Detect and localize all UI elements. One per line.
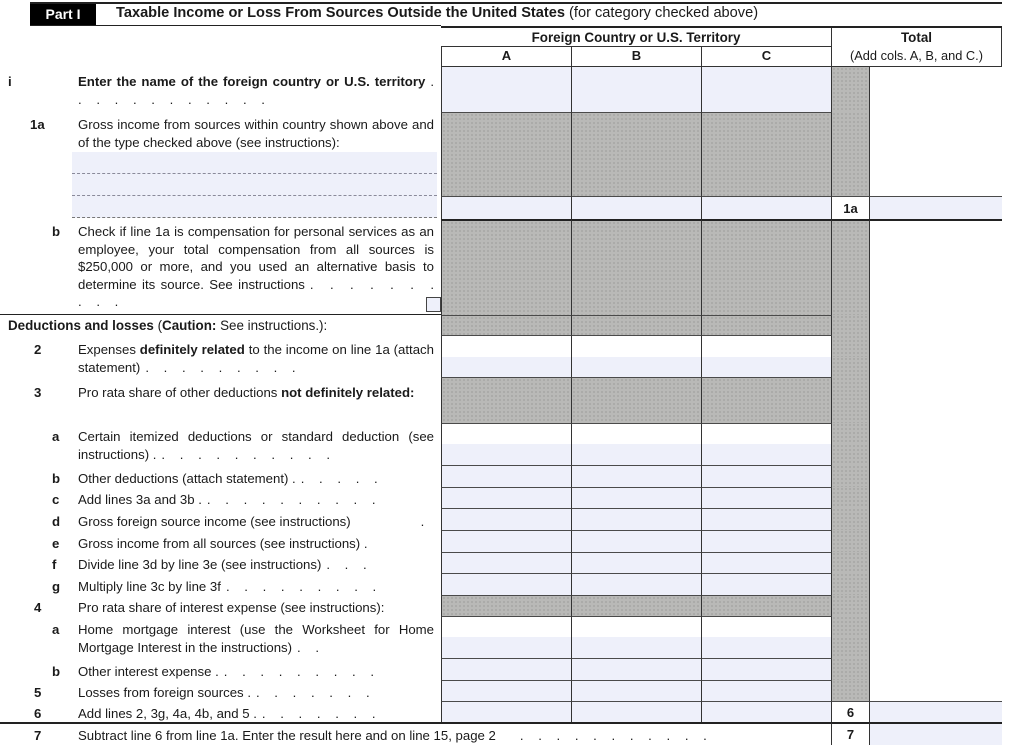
line-4a-dot-leader: . .: [297, 639, 320, 655]
line-4b-number: b: [52, 664, 61, 679]
empty-cell: [870, 595, 1002, 616]
field-7-total[interactable]: [870, 722, 1002, 745]
field-i-col-a[interactable]: [441, 67, 572, 112]
field-3e-col-b[interactable]: [572, 530, 702, 552]
field-4a-col-a[interactable]: [441, 637, 572, 658]
shaded-cell: [572, 219, 702, 315]
deductions-heading-rest: See instructions.):: [216, 318, 328, 333]
line-3g-number: g: [52, 579, 61, 594]
line-3e-text: Gross income from all sources (see instructions) .: [78, 536, 368, 551]
shaded-cell: [572, 595, 702, 616]
line-3c-label: [78, 491, 434, 509]
row-5-band: [441, 680, 1002, 701]
line-3a-number: a: [52, 429, 60, 444]
field-3c-col-c[interactable]: [702, 487, 832, 508]
deductions-heading-paren: (: [153, 318, 163, 333]
field-3c-col-b[interactable]: [572, 487, 702, 508]
line-i-number: i: [8, 74, 12, 89]
empty-cell: [702, 335, 832, 357]
row-4b-band: [441, 658, 1002, 680]
field-i-col-b[interactable]: [572, 67, 702, 112]
line-3c-dot-leader: . . . . . . . . . .: [206, 492, 376, 507]
line-3-number: 3: [34, 385, 42, 400]
line-4b-text: Other interest expense .: [78, 664, 219, 679]
shaded-cell: [832, 67, 870, 112]
line-1a-tag: 1a: [832, 196, 870, 219]
line-2-pre: Expenses: [78, 342, 140, 357]
line-i-text: Enter the name of the foreign country or U.S. territory: [78, 74, 426, 89]
row-2-entry-band: [441, 357, 1002, 377]
field-1a-income-type-line-2[interactable]: [72, 174, 437, 196]
field-3b-col-a[interactable]: [441, 465, 572, 487]
field-6-total[interactable]: [870, 701, 1002, 722]
line-6-number: 6: [34, 706, 42, 721]
line-3-pre: Pro rata share of other deductions: [78, 385, 282, 400]
line-3e-dot-leader: [367, 536, 372, 551]
line-3g-dot-leader: . . . . . . . . .: [225, 579, 377, 594]
line-4a-label: [78, 621, 434, 656]
empty-cell: [870, 423, 1002, 444]
line-3d-text: Gross foreign source income (see instructions): [78, 514, 351, 529]
deductions-heading-caution: Caution:: [162, 318, 217, 333]
field-3f-col-c[interactable]: [702, 552, 832, 573]
line-6-text: Add lines 2, 3g, 4a, 4b, and 5 .: [78, 706, 257, 721]
empty-cell: [870, 658, 1002, 680]
field-5-col-b[interactable]: [572, 680, 702, 701]
shaded-cell: [441, 112, 572, 196]
shaded-cell: [832, 595, 870, 616]
line-3a-label: [78, 428, 434, 463]
shaded-cell: [441, 315, 572, 335]
empty-cell: [870, 112, 1002, 196]
line-b-label: [78, 223, 434, 311]
line-3a-text: Certain itemized deductions or standard deduction (see instructions) .: [78, 429, 434, 462]
shaded-cell: [441, 377, 572, 423]
line-3f-number: f: [52, 557, 57, 572]
part-title: [116, 5, 758, 21]
shaded-cell: [832, 508, 870, 530]
table-header: [441, 28, 1002, 67]
line-3a-dot-leader: . . . . . . . . . .: [161, 446, 331, 462]
line-3b-dot-leader: . . . . .: [300, 471, 378, 486]
line-4-label: Pro rata share of interest expense (see instructions):: [78, 600, 385, 615]
part-i-label: Part I: [30, 4, 96, 25]
line-3-post: :: [410, 385, 415, 400]
empty-cell: [870, 335, 1002, 357]
line-6-dot-leader: . . . . . . .: [261, 706, 376, 721]
line-4b-label: [78, 663, 434, 681]
field-6-col-a[interactable]: [441, 701, 572, 722]
row-6-band: [441, 701, 1002, 722]
line-i-label: [78, 73, 434, 108]
field-3d-col-a[interactable]: [441, 508, 572, 530]
row-b-shaded-band: [441, 219, 1002, 315]
line-6-tag: 6: [832, 701, 870, 722]
shaded-cell: [702, 595, 832, 616]
field-4a-col-b[interactable]: [572, 637, 702, 658]
empty-cell: [441, 616, 572, 637]
shaded-cell: [832, 616, 870, 637]
row-3f-band: [441, 552, 1002, 573]
shaded-cell: [702, 315, 832, 335]
deductions-heading: [8, 318, 327, 333]
line-3d-number: d: [52, 514, 61, 529]
row-3e-band: [441, 530, 1002, 552]
field-3d-col-c[interactable]: [702, 508, 832, 530]
field-6-col-b[interactable]: [572, 701, 702, 722]
shaded-cell: [572, 315, 702, 335]
field-1a-col-b[interactable]: [572, 196, 702, 219]
shaded-cell: [832, 444, 870, 465]
shaded-cell: [832, 680, 870, 701]
line-3c-number: c: [52, 492, 60, 507]
line-6-label: [78, 705, 434, 723]
line-7-label: [78, 727, 818, 745]
row-3-shaded-band: [441, 377, 1002, 423]
row-4a-entry-band: [441, 637, 1002, 658]
part-title-suffix: (for category checked above): [565, 5, 759, 21]
shaded-cell: [572, 112, 702, 196]
field-3e-col-c[interactable]: [702, 530, 832, 552]
shaded-cell: [572, 377, 702, 423]
empty-cell: [870, 637, 1002, 658]
line-3e-number: e: [52, 536, 60, 551]
field-2-col-b[interactable]: [572, 357, 702, 377]
line-4-number: 4: [34, 600, 42, 615]
shaded-cell: [832, 112, 870, 196]
empty-cell: [870, 315, 1002, 335]
shaded-cell: [702, 112, 832, 196]
field-2-col-a[interactable]: [441, 357, 572, 377]
shaded-cell: [832, 423, 870, 444]
empty-cell: [870, 616, 1002, 637]
empty-cell: [572, 335, 702, 357]
row-3g-band: [441, 573, 1002, 595]
field-1a-income-type-line-1[interactable]: [72, 152, 437, 174]
field-3g-col-b[interactable]: [572, 573, 702, 595]
empty-cell: [441, 423, 572, 444]
line-2-dot-leader: . . . . . . . . .: [145, 359, 296, 375]
shaded-cell: [832, 637, 870, 658]
field-3e-col-a[interactable]: [441, 530, 572, 552]
field-3b-col-c[interactable]: [702, 465, 832, 487]
line-3g-label: [78, 578, 434, 596]
line-1a-income-type-area: [72, 152, 437, 218]
field-3a-col-c[interactable]: [702, 444, 832, 465]
line-7-number: 7: [34, 728, 42, 743]
empty-cell: [870, 508, 1002, 530]
line-b-text: Check if line 1a is compensation for personal services as an employee, your total compensation from all sources is $250,000 or more, and you used an alternative basis to determine its source. See instructions: [78, 224, 434, 292]
empty-cell: [870, 530, 1002, 552]
top-rule: [30, 2, 1002, 4]
line-1a-number: 1a: [30, 117, 45, 132]
line-7-tag: 7: [832, 722, 870, 745]
col-a-header: A: [441, 47, 572, 66]
field-4a-col-c[interactable]: [702, 637, 832, 658]
line-5-label: [78, 684, 434, 702]
field-1a-col-a[interactable]: [441, 196, 572, 219]
row-1a-shaded-band: [441, 112, 1002, 196]
empty-cell: [702, 616, 832, 637]
field-3a-col-a[interactable]: [441, 444, 572, 465]
field-1a-total[interactable]: [870, 196, 1002, 219]
field-3d-col-b[interactable]: [572, 508, 702, 530]
line-2-bold: definitely related: [139, 342, 245, 357]
empty-cell: [870, 552, 1002, 573]
line-3f-text: Divide line 3d by line 3e (see instructions): [78, 557, 322, 572]
line-4b-dot-leader: . . . . . . . . .: [223, 664, 375, 679]
line-7-dot-leader: . . . . . . . . . . .: [519, 728, 707, 743]
empty-cell: [572, 616, 702, 637]
empty-cell: [441, 335, 572, 357]
empty-cell: [870, 357, 1002, 377]
row-1a-entry-band: [441, 196, 1002, 219]
empty-cell: [870, 67, 1002, 112]
shaded-cell: [832, 219, 870, 315]
field-3g-col-a[interactable]: [441, 573, 572, 595]
shaded-cell: [832, 658, 870, 680]
col-b-header: B: [572, 47, 702, 66]
deductions-heading-bold: Deductions and losses: [8, 318, 154, 333]
shaded-cell: [832, 315, 870, 335]
line-3g-text: Multiply line 3c by line 3f: [78, 579, 221, 594]
row-3c-band: [441, 487, 1002, 508]
column-group-header: Foreign Country or U.S. Territory: [441, 28, 832, 47]
shaded-cell: [832, 377, 870, 423]
line-2-post: to the income on line 1a (attach statement): [78, 342, 434, 375]
shaded-cell: [441, 595, 572, 616]
empty-cell: [572, 423, 702, 444]
total-header: Total: [832, 28, 1002, 47]
shaded-cell: [441, 219, 572, 315]
row-i-band: [441, 67, 1002, 112]
field-4b-col-a[interactable]: [441, 658, 572, 680]
empty-cell: [870, 680, 1002, 701]
row-2-upper-band: [441, 335, 1002, 357]
part-title-text: Taxable Income or Loss From Sources Outside the United States: [116, 5, 565, 21]
field-3b-col-b[interactable]: [572, 465, 702, 487]
row-3b-band: [441, 465, 1002, 487]
shaded-cell: [832, 530, 870, 552]
line-i-dot-leader: . . . . . . . . . . . .: [78, 74, 434, 107]
field-4b-col-b[interactable]: [572, 658, 702, 680]
line-3c-text: Add lines 3a and 3b .: [78, 492, 202, 507]
line-3-label: [78, 384, 434, 402]
line-7-text: Subtract line 6 from line 1a. Enter the result here and on line 15, page 2: [78, 728, 496, 743]
empty-cell: [870, 487, 1002, 508]
deductions-separator-rule: [0, 314, 441, 315]
field-5-col-c[interactable]: [702, 680, 832, 701]
field-5-col-a[interactable]: [441, 680, 572, 701]
field-1a-col-c[interactable]: [702, 196, 832, 219]
shaded-cell: [702, 377, 832, 423]
line-b-number: b: [52, 224, 61, 239]
shaded-cell: [832, 357, 870, 377]
line-3d-dot-leader: .: [420, 514, 425, 529]
line-4a-number: a: [52, 622, 60, 637]
field-3a-col-b[interactable]: [572, 444, 702, 465]
field-4b-col-c[interactable]: [702, 658, 832, 680]
field-i-col-c[interactable]: [702, 67, 832, 112]
row-3a-entry-band: [441, 444, 1002, 465]
row-3d-band: [441, 508, 1002, 530]
field-3f-col-a[interactable]: [441, 552, 572, 573]
empty-cell: [870, 219, 1002, 315]
shaded-cell: [702, 219, 832, 315]
deductions-heading-band: [441, 315, 1002, 335]
field-3f-col-b[interactable]: [572, 552, 702, 573]
line-2-label: [78, 341, 434, 376]
field-3g-col-c[interactable]: [702, 573, 832, 595]
line-2-number: 2: [34, 342, 42, 357]
empty-cell: [870, 377, 1002, 423]
empty-cell: [702, 423, 832, 444]
line-3d-label: [78, 513, 434, 531]
empty-cell: [870, 444, 1002, 465]
line-4a-text: Home mortgage interest (use the Worksheet for Home Mortgage Interest in the instructions): [78, 622, 434, 655]
shaded-cell: [832, 465, 870, 487]
line-b-checkbox[interactable]: [426, 297, 441, 312]
line-5-text: Losses from foreign sources .: [78, 685, 251, 700]
empty-cell: [870, 573, 1002, 595]
line-3b-text: Other deductions (attach statement) .: [78, 471, 296, 486]
field-3c-col-a[interactable]: [441, 487, 572, 508]
line-5-dot-leader: . . . . . . .: [255, 685, 370, 700]
field-6-col-c[interactable]: [702, 701, 832, 722]
amount-columns-table: [441, 26, 1002, 745]
row-4-shaded-band: [441, 595, 1002, 616]
line-3e-label: [78, 535, 434, 553]
total-sub-header: (Add cols. A, B, and C.): [832, 47, 1002, 66]
shaded-cell: [832, 335, 870, 357]
field-2-col-c[interactable]: [702, 357, 832, 377]
line-3b-label: [78, 470, 434, 488]
line-5-number: 5: [34, 685, 42, 700]
line-3f-dot-leader: . . .: [326, 557, 367, 572]
shaded-cell: [832, 573, 870, 595]
line-b-dot-leader: . . . . . . . . . .: [78, 276, 434, 309]
line-3b-number: b: [52, 471, 61, 486]
row-4a-upper-band: [441, 616, 1002, 637]
shaded-cell: [832, 552, 870, 573]
line-3-bold: not definitely related: [281, 385, 411, 400]
row-3a-upper-band: [441, 423, 1002, 444]
col-c-header: C: [702, 47, 832, 66]
shaded-cell: [832, 487, 870, 508]
line-3f-label: [78, 556, 434, 574]
field-1a-income-type-line-3[interactable]: [72, 196, 437, 218]
line-1a-label: Gross income from sources within country shown above and of the type checked above (see instructions):: [78, 117, 434, 150]
empty-cell: [870, 465, 1002, 487]
header-bottom-rule: [30, 25, 441, 26]
